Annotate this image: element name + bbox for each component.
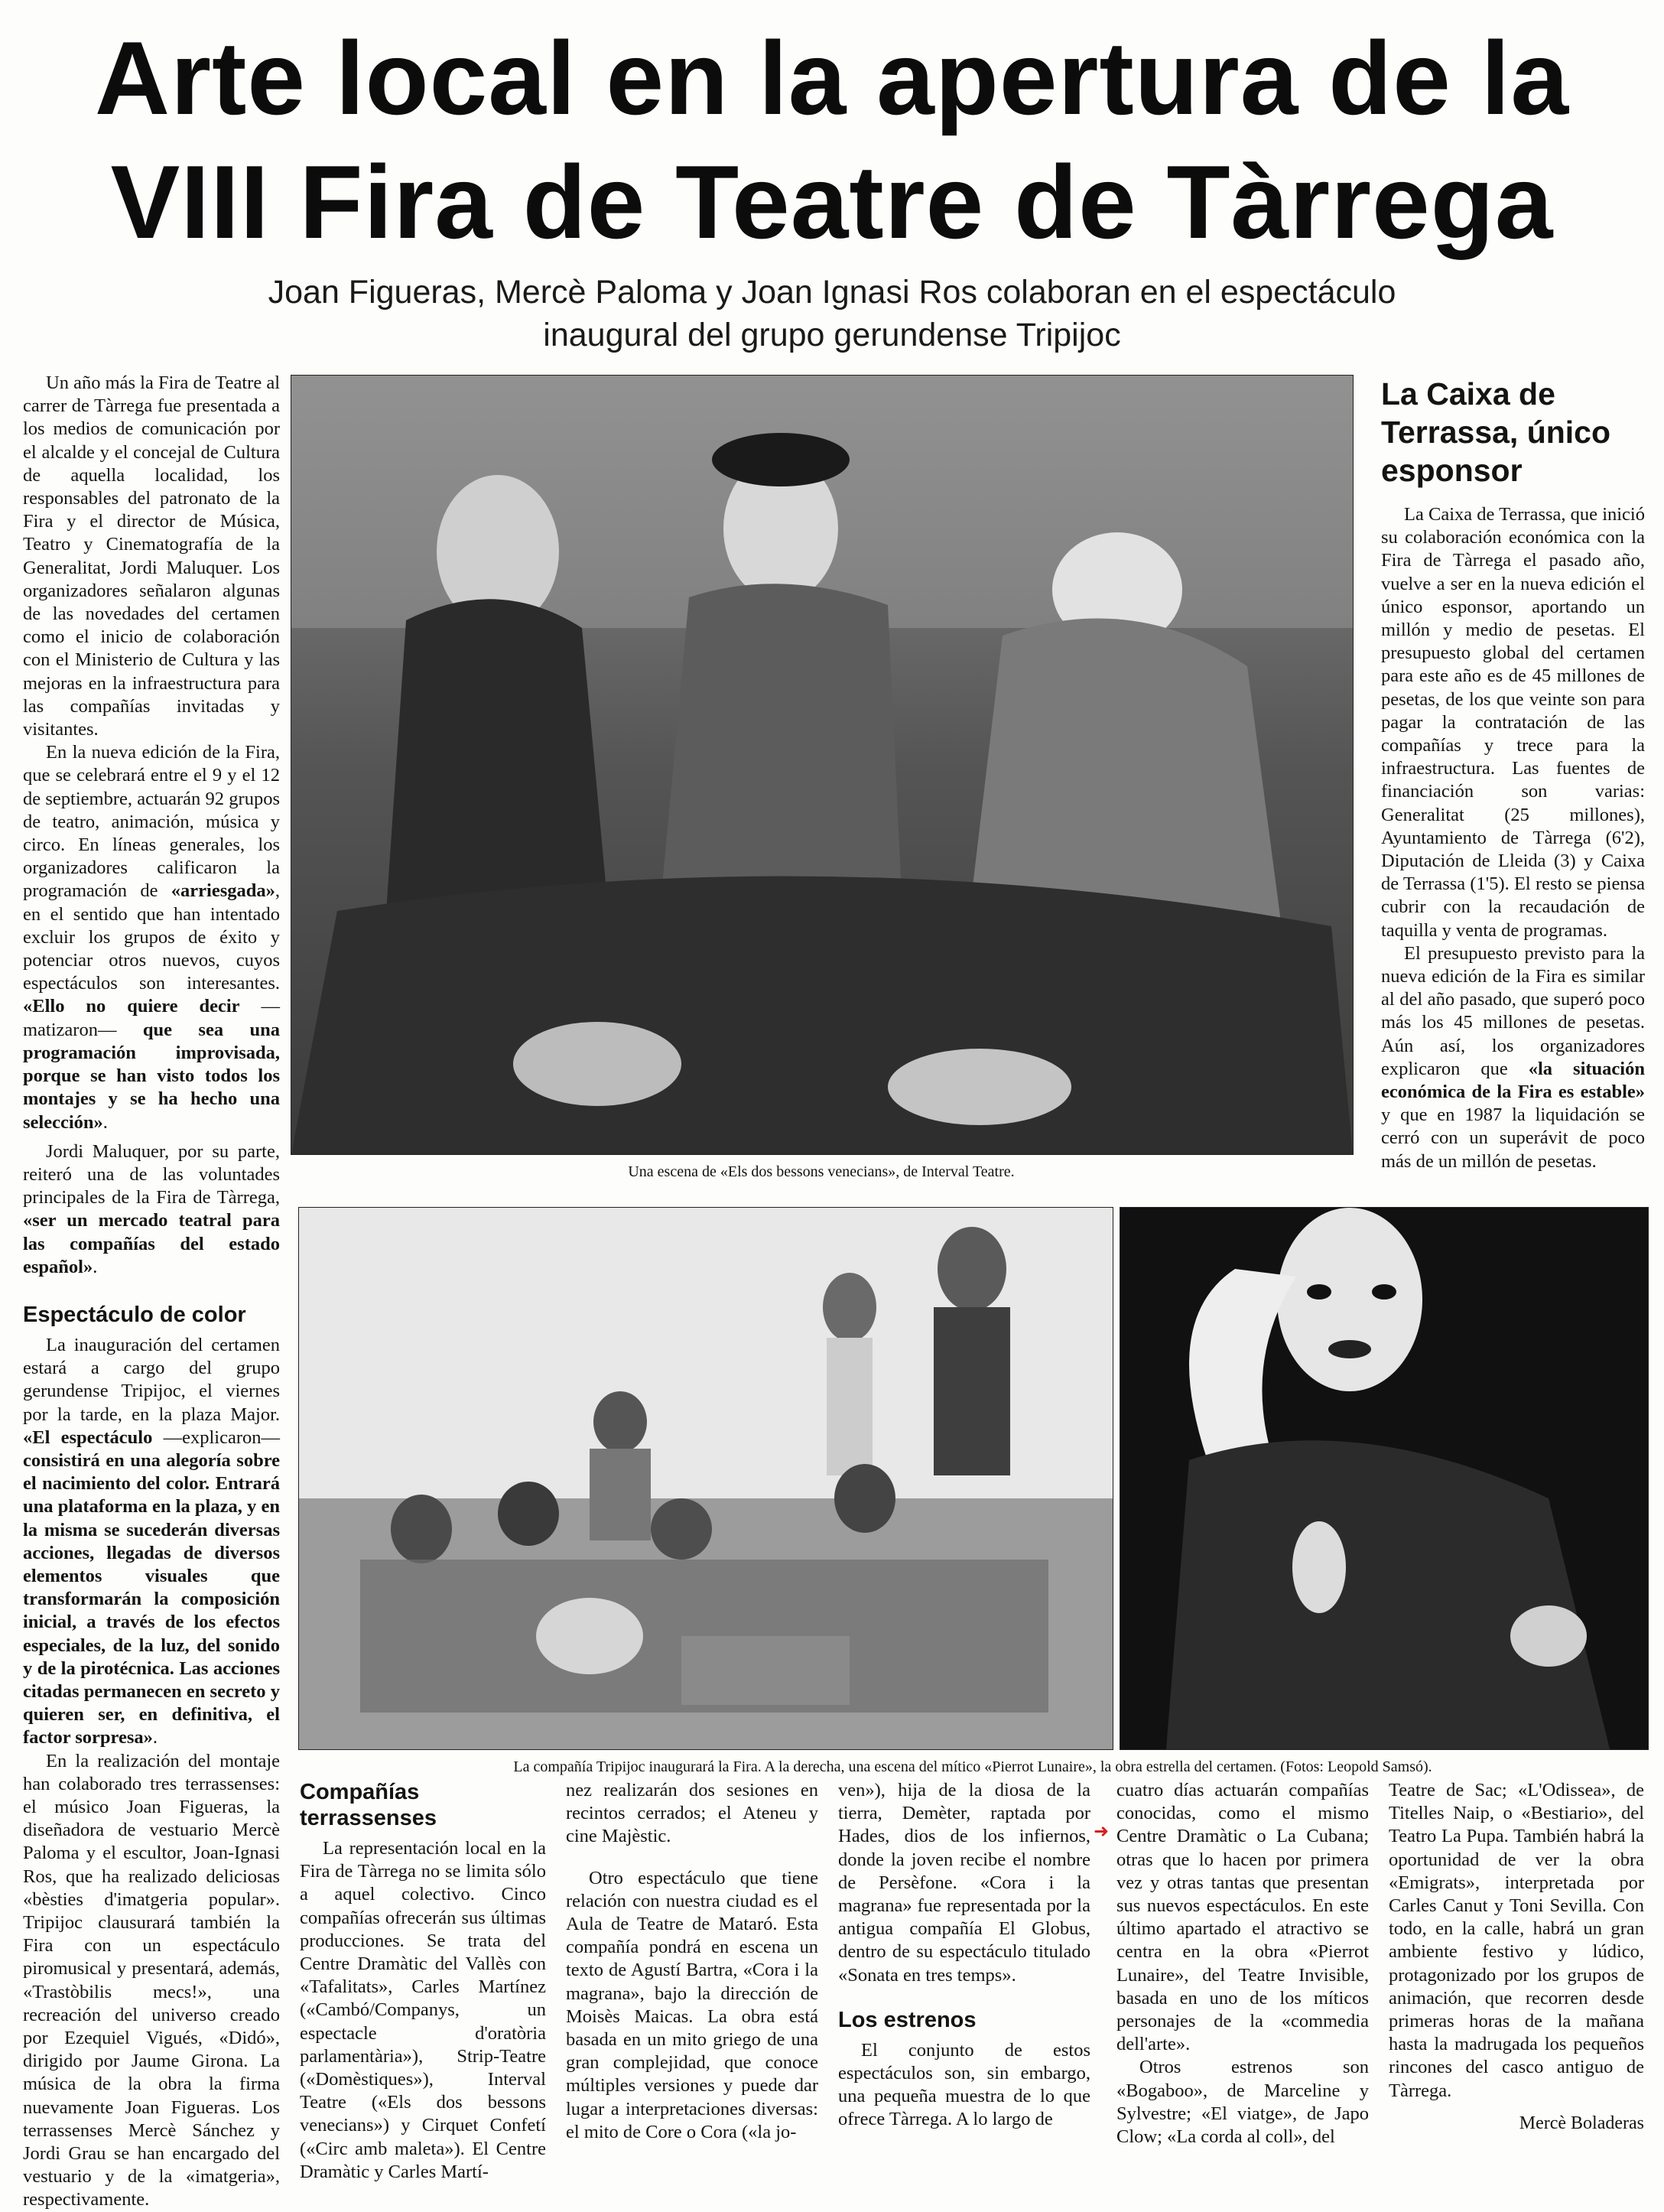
paragraph: cuatro días actuarán compañías conocidas, como el mismo Centre Dramàtic o La Cubana; otras que lo hacen por primera vez y otras tantas que presentan sus nuevos espectáculos. En este último apartado el atractivo se centra en la obra «Pierrot Lunaire», del Teatre Invisible, basada en uno de los míticos personajes de la «commedia dell'arte». bbox=[1116, 1780, 1369, 2055]
section-heading: Compañías terrassenses bbox=[300, 1780, 437, 1830]
paragraph: Un año más la Fira de Teatre al carrer de Tàrrega fue presentada a los medios de comunicación por el alcalde y el concejal de Cultura de aquella localidad, los responsables del patronato de la Fira y el director de Música, Teatro y Cinematografía de la Generalitat, Jordi Maluquer. Los organizadores señalaron algunas de las novedades del certamen como el inicio de colaboración con el Ministerio de Cultura y las mejoras en la infraestructura para las compañías invitadas y visitantes. bbox=[23, 372, 281, 740]
paragraph: Teatre de Sac; «L'Odissea», de Titelles Naip, o «Bestiario», del Teatro La Pupa. También habrá la oportunidad de ver la obra «Emigrats», interpretada por Carles Canut y Toni Sevilla. Con todo, en la calle, habrá un gran ambiente festivo y lúdico, protagonizado por los grupos de animación, que recorren desde primeras horas de la mañana hasta la madrugada los pequeños rincones del casco antiguo de Tàrrega. bbox=[1389, 1780, 1644, 2101]
caption-top: Una escena de «Els dos bessons venecians», de Interval Teatre. bbox=[628, 1163, 1015, 1180]
paragraph: En la realización del montaje han colaborado tres terrassenses: el músico Joan Figueras, la diseñadora de vestuario Mercè Paloma y el escultor, Joan-Ignasi Ros, que ha realizado deliciosas «bèsties d'imatgeria popular». Tripijoc clausurará también la Fira con un espectáculo piromusical y presentará, además, «Trastòbilis mecs!», una recreación del universo creado por Ezequiel Vigués, «Didó», dirigido por Jaume Girona. La música de la obra la firma nuevamente Joan Figueras. Los terrassenses Mercè Sánchez y Jordi Grau se han encargado del vestuario y de la «imatgeria», respectivamente. bbox=[23, 1750, 280, 2210]
sidebar-heading: La Caixa de Terrassa, único esponsor bbox=[1381, 376, 1611, 488]
section-heading: Espectáculo de color bbox=[23, 1302, 246, 1327]
subhead-line-2: inaugural del grupo gerundense Tripijoc bbox=[543, 317, 1121, 353]
headline-line-1: Arte local en la apertura de la bbox=[94, 20, 1570, 136]
bottom-column-1 bbox=[300, 1779, 546, 2184]
section-heading: Los estrenos bbox=[838, 2007, 977, 2032]
paragraph: El presupuesto previsto para la nueva edición de la Fira es similar al del año pasado, que superó poco más los 45 millones de pesetas. Aún así, los organizadores explicaron que «la situación económica de la Fira es estable» y que en 1987 la liquidación se cerró con un superávit de poco más de un millón de pesetas. bbox=[1381, 942, 1645, 1172]
byline: Mercè Boladeras bbox=[1519, 2113, 1644, 2133]
headline-line-2: VIII Fira de Teatre de Tàrrega bbox=[110, 144, 1554, 260]
paragraph: nez realizarán dos sesiones en recintos cerrados; el Ateneu y cine Majèstic. bbox=[566, 1780, 818, 1847]
bottom-column-2 bbox=[566, 1779, 818, 2144]
left-column bbox=[23, 372, 280, 2212]
paragraph: Jordi Maluquer, por su parte, reiteró una de las voluntades principales de la Fira de Tàrrega, «ser un mercado teatral para las compañías del estado español». bbox=[23, 1140, 280, 1277]
photo-pierrot-lunaire-image bbox=[1120, 1208, 1648, 1749]
bottom-column-3 bbox=[838, 1779, 1090, 2132]
subhead-line-1: Joan Figueras, Mercè Paloma y Joan Ignasi Ros colaboran en el espectáculo bbox=[268, 274, 1396, 311]
bottom-column-4 bbox=[1116, 1779, 1369, 2149]
paragraph: En la nueva edición de la Fira, que se celebrará entre el 9 y el 12 de septiembre, actuarán 92 grupos de teatro, animación, música y circo. En líneas generales, los organizadores calificaron la programación de «arriesgada», en el sentido que han intentado excluir los grupos de éxito y potenciar otros nuevos, cuyos espectáculos son interesantes. «Ello no quiere decir —matizaron— que sea una programación improvisada, porque se han visto todos los montajes y se ha hecho una selección». bbox=[23, 742, 280, 1133]
paragraph: La representación local en la Fira de Tàrrega no se limita sólo a aquel colectivo. Cinco compañías ofrecerán sus últimas producciones. Se trata del Centre Dramàtic del Vallès con «Tafalitats», Carles Martínez («Cambó/Companys, un espectacle d'oratòria parlamentària»), Strip-Teatre («Domèstiques»), Interval Teatre («Els dos bessons venecians») y Cirquet Confetí («Circ amb maleta»). El Centre Dramàtic y Carles Martí- bbox=[300, 1838, 546, 2182]
sidebar-text bbox=[1381, 503, 1645, 1173]
sidebar bbox=[1381, 375, 1645, 1173]
paragraph: La inauguración del certamen estará a cargo del grupo gerundense Tripijoc, el viernes por la tarde, en la plaza Major. «El espectáculo —explicaron— consistirá en una alegoría sobre el nacimiento del color. Entrará una plataforma en la plaza, y en la misma se sucederán diversas acciones, llegadas de diversos elementos visuales que transformarán la composición inicial, a través de los efectos especiales, de la luz, del sonido y de la pirotécnica. Las acciones citadas permanecen en secreto y quieren ser, en definitiva, el factor sorpresa». bbox=[23, 1334, 280, 1748]
paragraph: El conjunto de estos espectáculos son, sin embargo, una pequeña muestra de lo que ofrece Tàrrega. A lo largo de bbox=[838, 2039, 1090, 2130]
paragraph: Otro espectáculo que tiene relación con nuestra ciudad es el Aula de Teatre de Mataró. Esta compañía pondrá en escena un texto de Agustí Bartra, «Cora i la magrana», bajo la dirección de Moisès Maicas. La obra está basada en un mito griego de una gran complejidad, que conoce múltiples versiones y puede dar lugar a interpretaciones diversas: el mito de Core o Cora («la jo- bbox=[566, 1867, 818, 2142]
photo-theatre-scene-image bbox=[291, 376, 1353, 1154]
photo-pierrot-lunaire bbox=[1120, 1207, 1649, 1750]
photo-theatre-scene bbox=[291, 375, 1354, 1155]
photo-tripijoc-group-image bbox=[299, 1208, 1113, 1749]
paragraph: ven»), hija de la diosa de la tierra, Demèter, raptada por Hades, dios de los infiernos, donde la joven recibe el nombre de Persèfone. «Cora i la magrana» fue representada por la antigua compañía El Globus, dentro de su espectáculo titulado «Sonata en tres temps». bbox=[838, 1780, 1090, 1986]
paragraph: La Caixa de Terrassa, que inició su colaboración económica con la Fira de Tàrrega el pasado año, vuelve a ser en la nueva edición el único esponsor, aportando un millón y medio de pesetas. El presupuesto global del certamen para este año es de 45 millones de pesetas, de los que veinte son para pagar la contratación de las compañías y trece para la infraestructura. Las fuentes de financiación son varias: Generalitat (25 millones), Ayuntamiento de Tàrrega (6'2), Diputación de Lleida (3) y Caixa de Terrassa (1'5). El resto se piensa cubrir con la recaudación de taquilla y venta de programas. bbox=[1381, 504, 1645, 941]
red-arrow-icon: ➜ bbox=[1094, 1822, 1110, 1842]
bottom-column-5 bbox=[1389, 1779, 1644, 2135]
paragraph: Otros estrenos son «Bogaboo», de Marceline y Sylvestre; «El viatge», de Japo Clow; «La corda al coll», del bbox=[1116, 2057, 1369, 2148]
photo-tripijoc-group bbox=[298, 1207, 1113, 1750]
caption-bottom: La compañía Tripijoc inaugurará la Fira. A la derecha, una escena del mítico «Pierrot Lunaire», la obra estrella del certamen. (Fotos: Leopold Samsó). bbox=[513, 1758, 1432, 1775]
